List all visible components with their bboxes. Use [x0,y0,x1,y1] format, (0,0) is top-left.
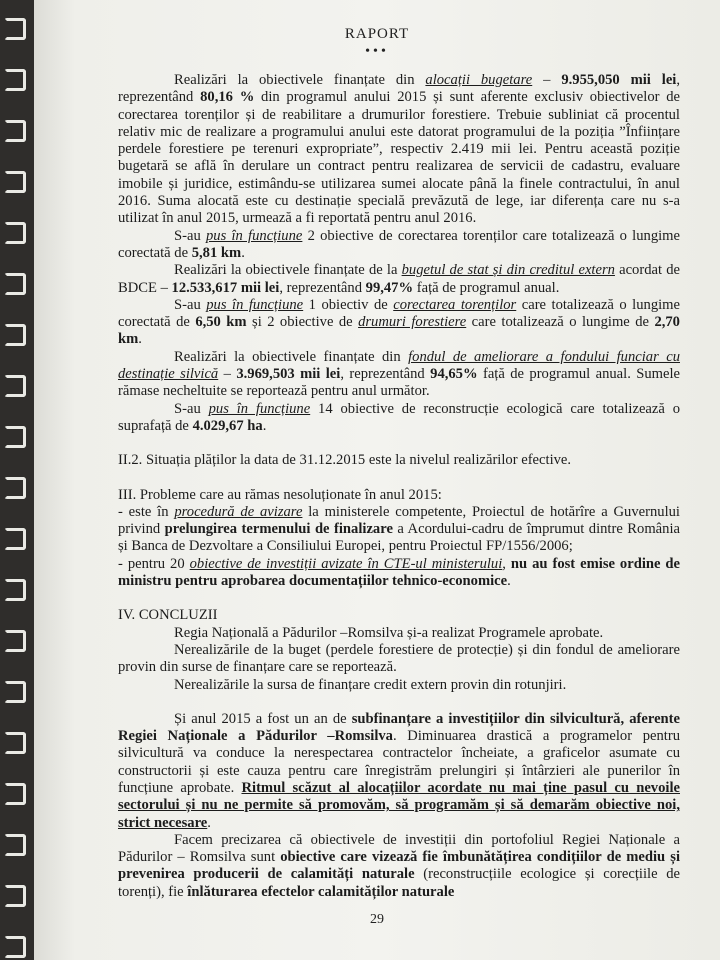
binder-ring [4,426,26,448]
binder-ring [4,783,26,805]
paragraph-land-fund: Realizări la obiectivele finanțate din fondul de ameliorare a fondului funciar cu destinație silvică – 3.969,503 mii lei, reprezentând 94,65% față de programul anual. Sumele rămase necheltuite se reportează pentru anul următor. [118,348,681,400]
unresolved-item-loan-agreement: - este în procedură de avizare la ministerele competente, Proiectul de hotărîre a Guvernului privind prelungirea termenului de finalizare a Acordului-cadru de împrumut dintre România și Banca de Dezvoltare a Consiliului Europei, pentru Proiectul FP/1556/2006; [118,503,680,555]
paragraph-torrent-correction: S-au pus în funcțiune 2 obiective de corectarea torenților care totalizează o lungime corectată de 5,81 km. [118,227,680,261]
binder-ring [4,18,26,40]
section-unresolved-heading: III. Probleme care au rămas nesoluționate în anul 2015: [118,486,442,503]
binder-ring [4,375,26,397]
binder-ring [4,171,26,193]
section-conclusions-heading: IV. CONCLUZII [118,607,218,624]
conclusion-programs-achieved: Regia Națională a Pădurilor –Romsilva și-a realizat Programele aprobate. [174,624,604,641]
binder-ring [4,120,26,142]
binder-ring [4,324,26,346]
conclusion-budget-shortfalls: Nerealizările de la buget (perdele forestiere de protecție) și din fondul de ameliorare provin din surse de finanțare care se reportează. [118,641,680,676]
report-title: RAPORT [344,26,410,42]
conclusion-underfunding: Și anul 2015 a fost un an de subfinanțare a investițiilor din silvicultură, aferente Regiei Naționale a Pădurilor –Romsilva. Diminuarea drastică a programelor pentru silvicultură va conduce la nerespectarea contractelor încheiate, a graficelor asumate cu constructorii și este cauza pentru care înregistrăm prelungiri și întârzieri ale punerilor în funcțiune aprobate. Ritmul scăzut al alocațiilor acordate nu mai ține pasul cu nevoile sectorului și nu ne permite să promovăm, să programăm și să demarăm obiective noi, strict necesare. [118,710,680,831]
conclusion-external-credit: Nerealizările la sursa de finanțare credit extern provin din rotunjiri. [174,676,567,693]
paragraph-budget-allocations: Realizări la obiectivele finanțate din alocații bugetare – 9.955,050 mii lei, reprezentând 80,16 % din programul anului 2015 și sunt aferente exclusiv obiectivelor de corectarea torenților și de reabilitare a drumurilor forestiere. Trebuie subliniat că procentul relativ mic de realizare a programului anului este datorat programului de la poziția ”Înființare perdele forestiere pe terenuri expropriate”, respectiv 2.419 mii lei. Pentru această poziție bugetară se află în derulare un contract pentru realizarea de servicii de cadastru, evaluare imobile și juridice, estimându-se utilizarea sumei alocate până la finele contractului, în anul 2016. Suma alocată este cu destinație specială prevăzută de lege, iar diferența care nu s-a utilizat în anul 2015, urmează a fi reportată pentru anul 2016. [118,72,681,227]
binder-ring [4,630,26,652]
document-page [34,0,720,960]
unresolved-item-minister-orders: - pentru 20 obiective de investiții avizate în CTE-ul ministerului, nu au fost emise ordine de ministru pentru aprobarea documentațiilor tehnico-economice. [118,555,681,590]
paragraph-ecological-reconstruction: S-au pus în funcțiune 14 obiective de reconstrucție ecologică care totalizează o suprafață de 4.029,67 ha. [118,400,680,434]
binder-ring [4,273,26,295]
paragraph-commissioned-objectives: S-au pus în funcțiune 1 obiectiv de corectarea torenților care totalizează o lungime corectată de 6,50 km și 2 obiective de drumuri forestiere care totalizează o lungime de 2,70 km. [118,296,681,348]
binder-ring [4,681,26,703]
report-body [118,72,680,901]
binder-ring [4,222,26,244]
binder-ring [4,579,26,601]
title-ornament: ••• [365,44,389,59]
conclusion-investment-objectives: Facem precizarea că obiectivele de investiții din portofoliul Regiei Naționale a Pădurilor – Romsilva sunt obiective care vizează fie îmbunătățirea condițiilor de mediu și prevenirea producerii de calamități naturale (reconstrucțiile ecologice și corecțiile de torenți), fie înlăturarea efectelor calamităților naturale [118,831,680,900]
section-payments-status: II.2. Situația plăților la data de 31.12.2015 este la nivelul realizărilor efective. [118,452,572,469]
binder-ring [4,528,26,550]
page-number: 29 [370,912,384,927]
binder-ring [4,477,26,499]
binder-ring [4,936,26,958]
paragraph-state-budget: Realizări la obiectivele finanțate de la bugetul de stat și din creditul extern acordat de BDCE – 12.533,617 mii lei, reprezentând 99,47% față de programul anual. [118,262,680,296]
binder-ring [4,834,26,856]
binder-ring [4,69,26,91]
binder-ring [4,732,26,754]
binder-ring [4,885,26,907]
